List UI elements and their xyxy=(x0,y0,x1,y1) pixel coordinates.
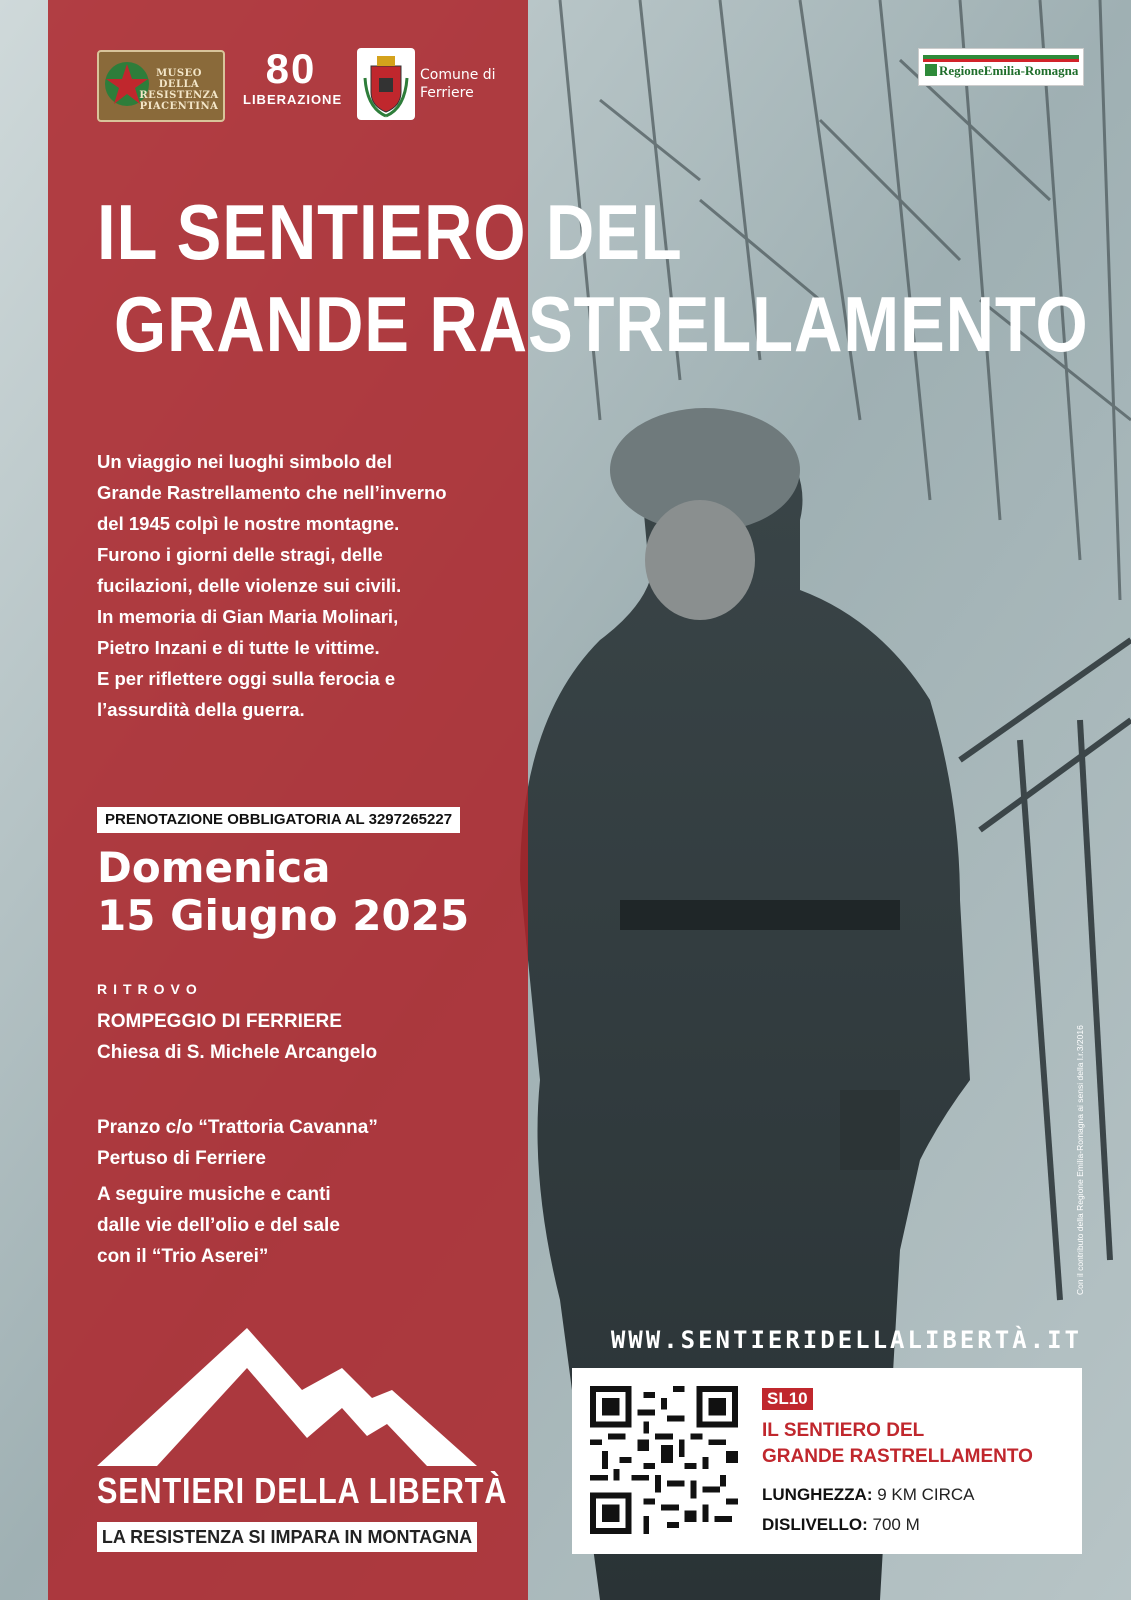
description-line: Un viaggio nei luoghi simbolo del xyxy=(97,451,392,472)
route-elevation-value: 700 M xyxy=(872,1515,920,1534)
regione-label: RegioneEmilia-Romagna xyxy=(939,63,1079,78)
mountain-logo-icon xyxy=(97,1328,477,1466)
lunch-line2: Pertuso di Ferriere xyxy=(97,1148,266,1169)
route-title xyxy=(762,1418,1033,1470)
comune-line1: Comune di xyxy=(420,67,496,83)
description-line: del 1945 colpì le nostre montagne. xyxy=(97,513,400,534)
meeting-place: ROMPEGGIO DI FERRIERE xyxy=(97,1011,342,1032)
title-line2: GRANDE RASTRELLAMENTO xyxy=(114,280,1089,368)
description-line: Grande Rastrellamento che nell’inverno xyxy=(97,482,447,503)
route-length-value: 9 KM CIRCA xyxy=(877,1485,975,1504)
regione-red-bar xyxy=(923,59,1079,62)
funding-note: Con il contributo della Regione Emilia-Romagna ai sensi della l.r.3/2016 xyxy=(1075,1025,1085,1295)
regione-emilia-romagna-logo xyxy=(918,48,1084,86)
description-line: Furono i giorni delle stragi, delle xyxy=(97,544,383,565)
museo-logo-text: MUSEO DELLA RESISTENZA PIACENTINA xyxy=(139,68,219,112)
liberazione-80-logo xyxy=(243,45,343,124)
meeting-venue: Chiesa di S. Michele Arcangelo xyxy=(97,1042,378,1063)
lunch-line1: Pranzo c/o “Trattoria Cavanna” xyxy=(97,1117,378,1138)
qr-code-icon[interactable] xyxy=(590,1386,738,1534)
liberazione-label: LIBERAZIONE xyxy=(243,92,343,107)
music-line1: A seguire musiche e canti xyxy=(97,1184,331,1205)
description-line: Pietro Inzani e di tutte le vittime. xyxy=(97,637,380,658)
comune-crest-logo xyxy=(357,48,415,120)
route-elevation-label: DISLIVELLO: xyxy=(762,1515,868,1534)
meeting-label: RITROVO xyxy=(97,981,203,997)
event-full-date: 15 Giugno 2025 xyxy=(97,891,470,940)
comune-name xyxy=(420,66,496,102)
route-title-line1: IL SENTIERO DEL xyxy=(762,1420,925,1441)
crest-icon xyxy=(357,48,415,120)
route-length xyxy=(762,1484,975,1506)
route-elevation xyxy=(762,1514,920,1536)
museo-resistenza-logo xyxy=(97,50,225,122)
description xyxy=(97,446,517,725)
liberazione-number: 80 xyxy=(265,45,317,92)
description-line: fucilazioni, delle violenze sui civili. xyxy=(97,575,402,596)
route-title-line2: GRANDE RASTRELLAMENTO xyxy=(762,1446,1033,1467)
website-link[interactable]: WWW.SENTIERIDELLALIBERTÀ.IT xyxy=(610,1326,1082,1354)
route-code-badge: SL10 xyxy=(762,1388,813,1410)
event-date xyxy=(97,844,469,940)
booking-banner: PRENOTAZIONE OBBLIGATORIA AL 3297265227 xyxy=(97,807,460,833)
description-line: In memoria di Gian Maria Molinari, xyxy=(97,606,399,627)
route-length-label: LUNGHEZZA: xyxy=(762,1485,873,1504)
brand-name: SENTIERI DELLA LIBERTÀ xyxy=(97,1470,508,1511)
comune-line2: Ferriere xyxy=(420,85,474,101)
title-line1: IL SENTIERO DEL xyxy=(97,188,683,276)
description-line: E per riflettere oggi sulla ferocia e xyxy=(97,668,396,689)
event-day: Domenica xyxy=(97,843,331,892)
route-card xyxy=(572,1368,1082,1554)
music-line3: con il “Trio Aserei” xyxy=(97,1246,269,1267)
music-line2: dalle vie dell’olio e del sale xyxy=(97,1215,340,1236)
description-line: l’assurdità della guerra. xyxy=(97,699,305,720)
brand-tagline: LA RESISTENZA SI IMPARA IN MONTAGNA xyxy=(97,1522,477,1552)
regione-flag-icon xyxy=(925,64,937,76)
